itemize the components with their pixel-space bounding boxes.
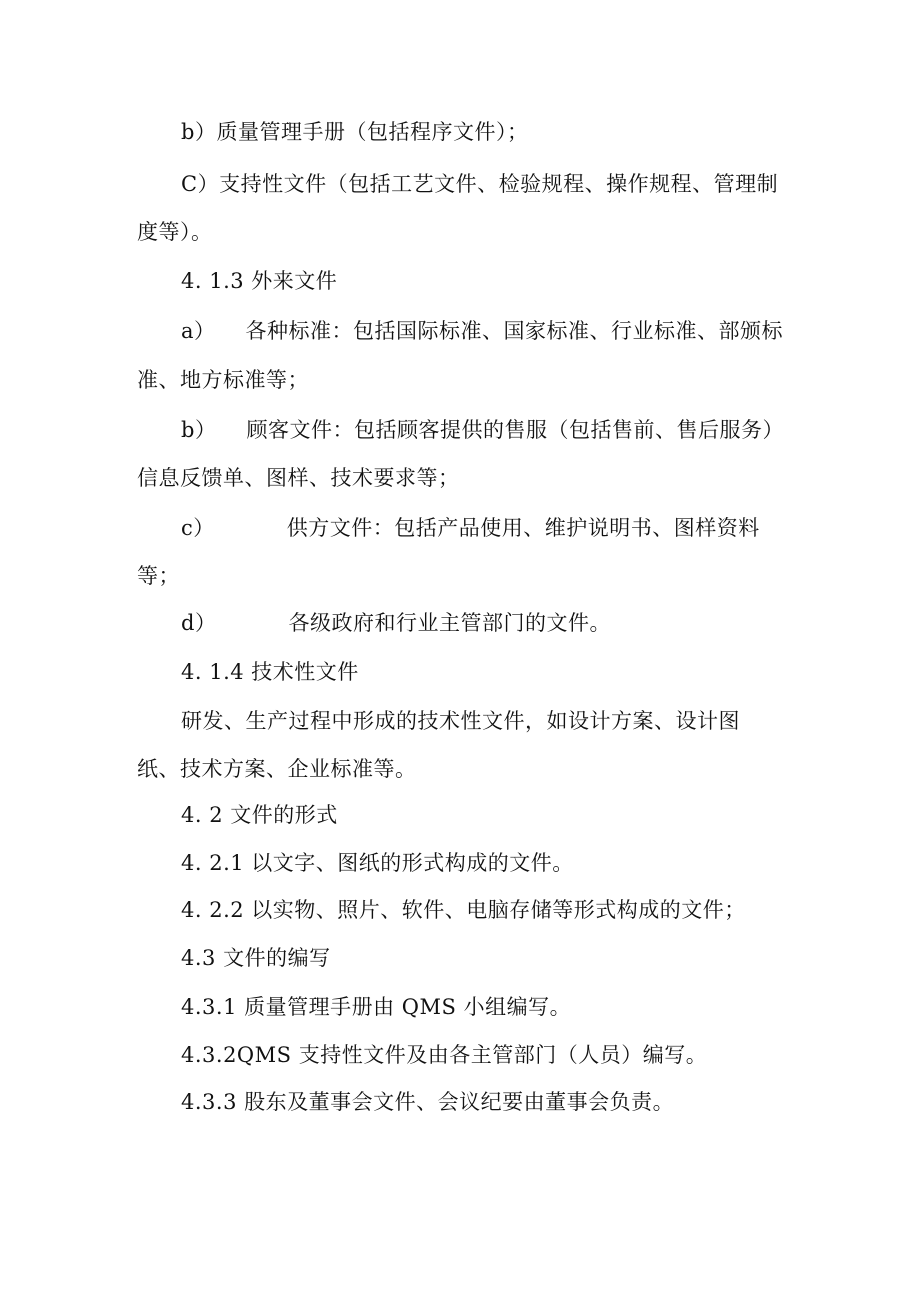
heading-4-3: 4.3 文件的编写 bbox=[181, 946, 331, 970]
item-4-3-3: 4.3.3 股东及董事会文件、会议纪要由董事会负责。 bbox=[181, 1090, 675, 1114]
list-item-b bbox=[181, 416, 784, 444]
list-item-d bbox=[181, 609, 611, 637]
paragraph-b-quality-manual: b）质量管理手册（包括程序文件）； bbox=[181, 120, 529, 144]
item-4-2-1: 4. 2.1 以文字、图纸的形式构成的文件。 bbox=[181, 851, 574, 875]
paragraph-technical-docs: 研发、生产过程中形成的技术性文件，如设计方案、设计图 bbox=[181, 709, 740, 733]
list-label-a: a） bbox=[181, 319, 216, 343]
paragraph-technical-docs-continued: 纸、技术方案、企业标准等。 bbox=[137, 757, 417, 781]
list-text-a: 各种标准：包括国际标准、国家标准、行业标准、部颁标 bbox=[245, 319, 784, 343]
heading-4-1-3: 4. 1.3 外来文件 bbox=[181, 269, 338, 293]
item-4-3-2: 4.3.2QMS 支持性文件及由各主管部门（人员）编写。 bbox=[181, 1043, 708, 1067]
heading-4-2: 4. 2 文件的形式 bbox=[181, 803, 338, 827]
item-4-2-2: 4. 2.2 以实物、照片、软件、电脑存储等形式构成的文件； bbox=[181, 898, 746, 922]
paragraph-c-continued: 度等）。 bbox=[137, 220, 213, 244]
list-item-c bbox=[181, 514, 760, 542]
list-item-c-continued: 等； bbox=[137, 564, 180, 588]
paragraph-c-supporting-docs: C）支持性文件（包括工艺文件、检验规程、操作规程、管理制 bbox=[181, 172, 779, 196]
list-text-c: 供方文件：包括产品使用、维护说明书、图样资料 bbox=[286, 516, 760, 540]
list-text-b: 顾客文件：包括顾客提供的售服（包括售前、售后服务） bbox=[246, 418, 784, 442]
heading-4-1-4: 4. 1.4 技术性文件 bbox=[181, 660, 359, 684]
item-4-3-1: 4.3.1 质量管理手册由 QMS 小组编写。 bbox=[181, 995, 572, 1019]
list-item-a bbox=[181, 317, 783, 345]
list-label-d: d） bbox=[181, 611, 217, 635]
list-item-a-continued: 准、地方标准等； bbox=[137, 368, 309, 392]
list-label-b: b） bbox=[181, 418, 217, 442]
list-text-d: 各级政府和行业主管部门的文件。 bbox=[288, 611, 611, 635]
list-item-b-continued: 信息反馈单、图样、技术要求等； bbox=[137, 466, 460, 490]
list-label-c: c） bbox=[181, 516, 215, 540]
